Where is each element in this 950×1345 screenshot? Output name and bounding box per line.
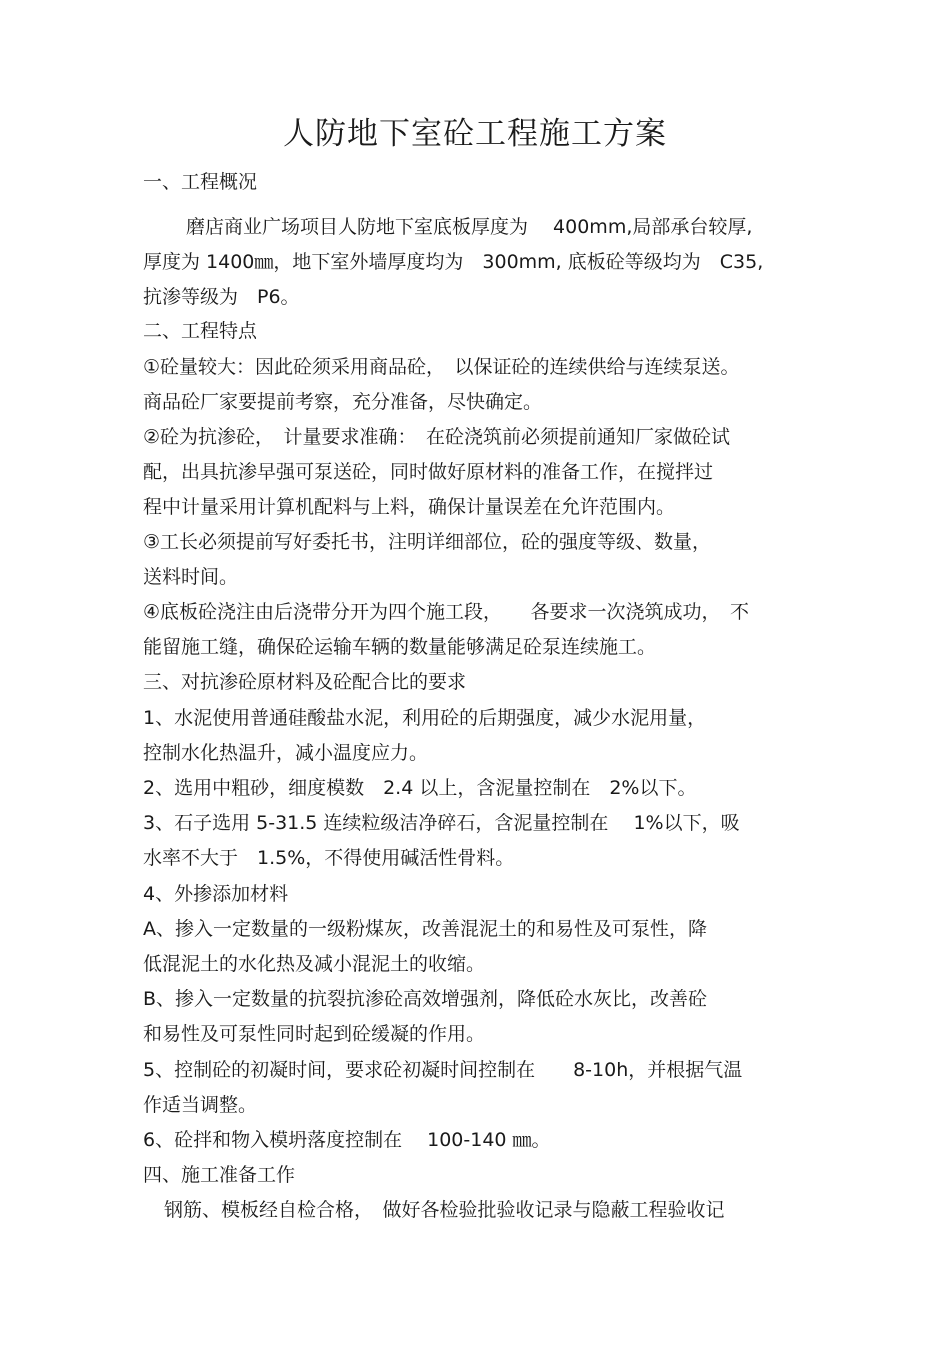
paragraph-line: 程中计量采用计算机配料与上料，确保计量误差在允许范围内。 [143, 496, 676, 518]
heading-material-requirements: 三、对抗渗砼原材料及砼配合比的要求 [143, 671, 467, 693]
paragraph-line: B、掺入一定数量的抗裂抗渗砼高效增强剂，降低砼水灰比，改善砼 [143, 988, 708, 1010]
paragraph-line: A、掺入一定数量的一级粉煤灰，改善混泥土的和易性及可泵性，降 [143, 918, 707, 940]
paragraph-line: ④底板砼浇注由后浇带分开为四个施工段， 各要求一次浇筑成功， 不 [143, 601, 750, 623]
paragraph-line: 作适当调整。 [143, 1094, 258, 1116]
paragraph-line: 3、石子选用 5-31.5 连续粒级洁净碎石，含泥量控制在 1%以下，吸 [143, 812, 740, 834]
paragraph-line: 1、水泥使用普通硅酸盐水泥，利用砼的后期强度，减少水泥用量， [143, 707, 707, 729]
paragraph-line: 2、选用中粗砂，细度模数 2.4 以上，含泥量控制在 2%以下。 [143, 777, 697, 799]
paragraph-line: ③工长必须提前写好委托书，注明详细部位，砼的强度等级、数量， [143, 531, 712, 553]
paragraph-line: 送料时间。 [143, 566, 239, 588]
paragraph-line: 商品砼厂家要提前考察，充分准备，尽快确定。 [143, 391, 543, 413]
paragraph-line: 低混泥土的水化热及减小混泥土的收缩。 [143, 953, 486, 975]
paragraph-line: 5、控制砼的初凝时间，要求砼初凝时间控制在 8-10h，并根据气温 [143, 1059, 743, 1081]
paragraph-line: 4、外掺添加材料 [143, 883, 289, 905]
paragraph-line: ①砼量较大：因此砼须采用商品砼， 以保证砼的连续供给与连续泵送。 [143, 356, 740, 378]
heading-construction-preparation: 四、施工准备工作 [143, 1164, 296, 1186]
paragraph-line: 配，出具抗渗早强可泵送砼，同时做好原材料的准备工作，在搅拌过 [143, 461, 714, 483]
paragraph-line: 能留施工缝，确保砼运输车辆的数量能够满足砼泵连续施工。 [143, 636, 657, 658]
paragraph-line: 抗渗等级为 P6。 [143, 286, 300, 308]
paragraph-line: 6、砼拌和物入模坍落度控制在 100-140 ㎜。 [143, 1129, 551, 1151]
paragraph-line: ②砼为抗渗砼， 计量要求准确： 在砼浇筑前必须提前通知厂家做砼试 [143, 426, 731, 448]
heading-project-overview: 一、工程概况 [143, 171, 258, 193]
paragraph-line: 钢筋、模板经自检合格， 做好各检验批验收记录与隐蔽工程验收记 [164, 1199, 725, 1221]
paragraph-line: 水率不大于 1.5%，不得使用碱活性骨料。 [143, 847, 515, 869]
paragraph-line: 磨店商业广场项目人防地下室底板厚度为 400mm,局部承台较厚, [186, 216, 753, 238]
document-title: 人防地下室砼工程施工方案 [283, 116, 667, 152]
paragraph-line: 厚度为 1400㎜，地下室外墙厚度均为 300mm, 底板砼等级均为 C35, [143, 251, 764, 273]
heading-project-features: 二、工程特点 [143, 320, 258, 342]
paragraph-line: 和易性及可泵性同时起到砼缓凝的作用。 [143, 1023, 486, 1045]
paragraph-line: 控制水化热温升，减小温度应力。 [143, 742, 429, 764]
